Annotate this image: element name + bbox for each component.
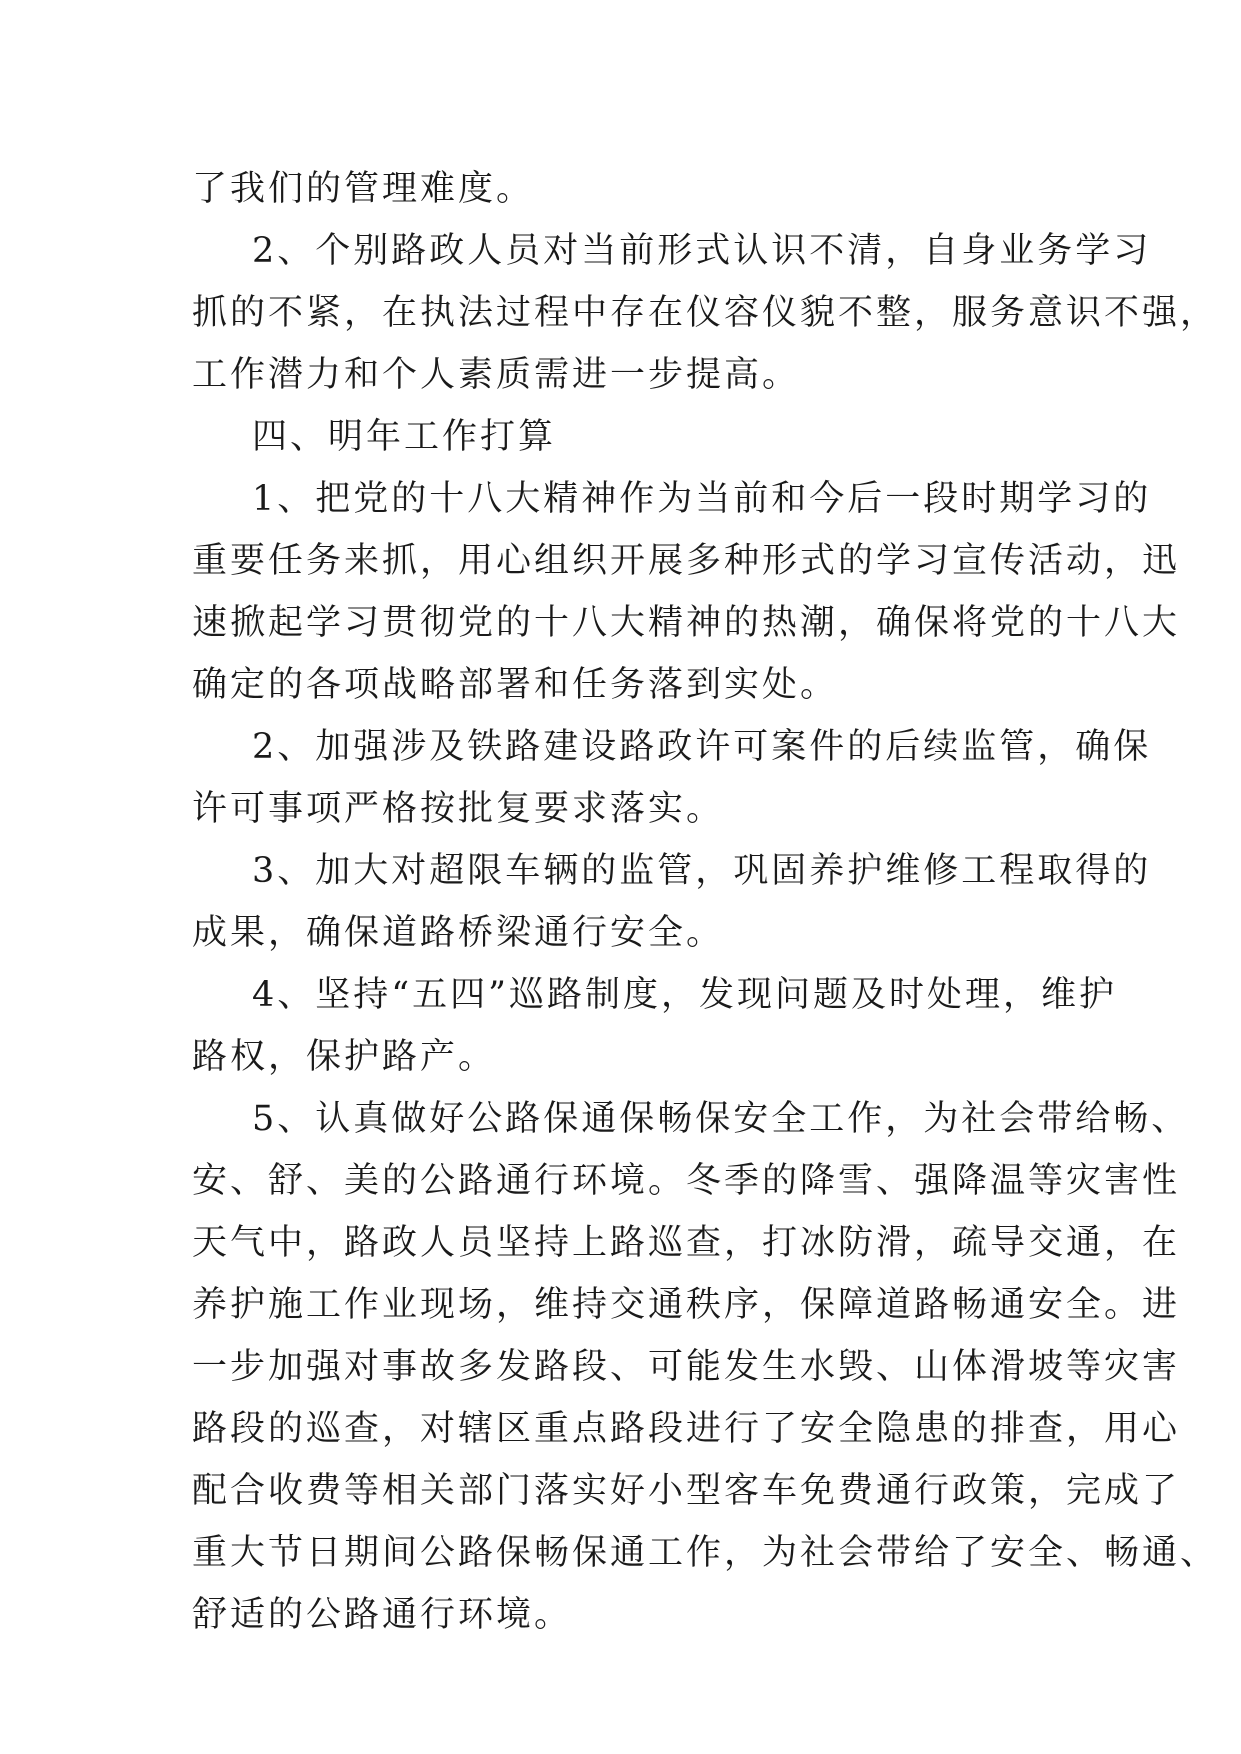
body-text <box>192 158 1219 1646</box>
text-line: 成果，确保道路桥梁通行安全。 <box>192 913 725 953</box>
text-line: 4、坚持“五四”巡路制度，发现问题及时处理，维护 <box>252 975 1118 1015</box>
text-line: 确定的各项战略部署和任务落到实处。 <box>192 665 839 705</box>
text-line: 路段的巡查，对辖区重点路段进行了安全隐患的排查，用心 <box>192 1409 1181 1449</box>
text-line: 3、加大对超限车辆的监管，巩固养护维修工程取得的 <box>252 851 1152 891</box>
text-line: 舒适的公路通行环境。 <box>192 1595 573 1635</box>
text-line: 四、明年工作打算 <box>252 417 557 457</box>
text-line: 1、把党的十八大精神作为当前和今后一段时期学习的 <box>252 479 1152 519</box>
text-line: 2、个别路政人员对当前形式认识不清，自身业务学习 <box>252 231 1152 271</box>
text-line: 重要任务来抓，用心组织开展多种形式的学习宣传活动，迅 <box>192 541 1181 581</box>
text-line: 安、舒、美的公路通行环境。冬季的降雪、强降温等灾害性 <box>192 1161 1181 1201</box>
text-line: 抓的不紧，在执法过程中存在仪容仪貌不整，服务意识不强， <box>192 293 1219 333</box>
text-line: 工作潜力和个人素质需进一步提高。 <box>192 355 801 395</box>
text-line: 一步加强对事故多发路段、可能发生水毁、山体滑坡等灾害 <box>192 1347 1181 1387</box>
text-line: 配合收费等相关部门落实好小型客车免费通行政策，完成了 <box>192 1471 1181 1511</box>
text-line: 速掀起学习贯彻党的十八大精神的热潮，确保将党的十八大 <box>192 603 1181 643</box>
text-line: 天气中，路政人员坚持上路巡查，打冰防滑，疏导交通，在 <box>192 1223 1181 1263</box>
text-line: 2、加强涉及铁路建设路政许可案件的后续监管，确保 <box>252 727 1152 767</box>
text-line: 许可事项严格按批复要求落实。 <box>192 789 725 829</box>
text-line: 了我们的管理难度。 <box>192 169 535 209</box>
text-line: 养护施工作业现场，维持交通秩序，保障道路畅通安全。进 <box>192 1285 1181 1325</box>
text-line: 重大节日期间公路保畅保通工作，为社会带给了安全、畅通、 <box>192 1533 1219 1573</box>
text-line: 路权，保护路产。 <box>192 1037 497 1077</box>
text-line: 5、认真做好公路保通保畅保安全工作，为社会带给畅、 <box>252 1099 1190 1139</box>
